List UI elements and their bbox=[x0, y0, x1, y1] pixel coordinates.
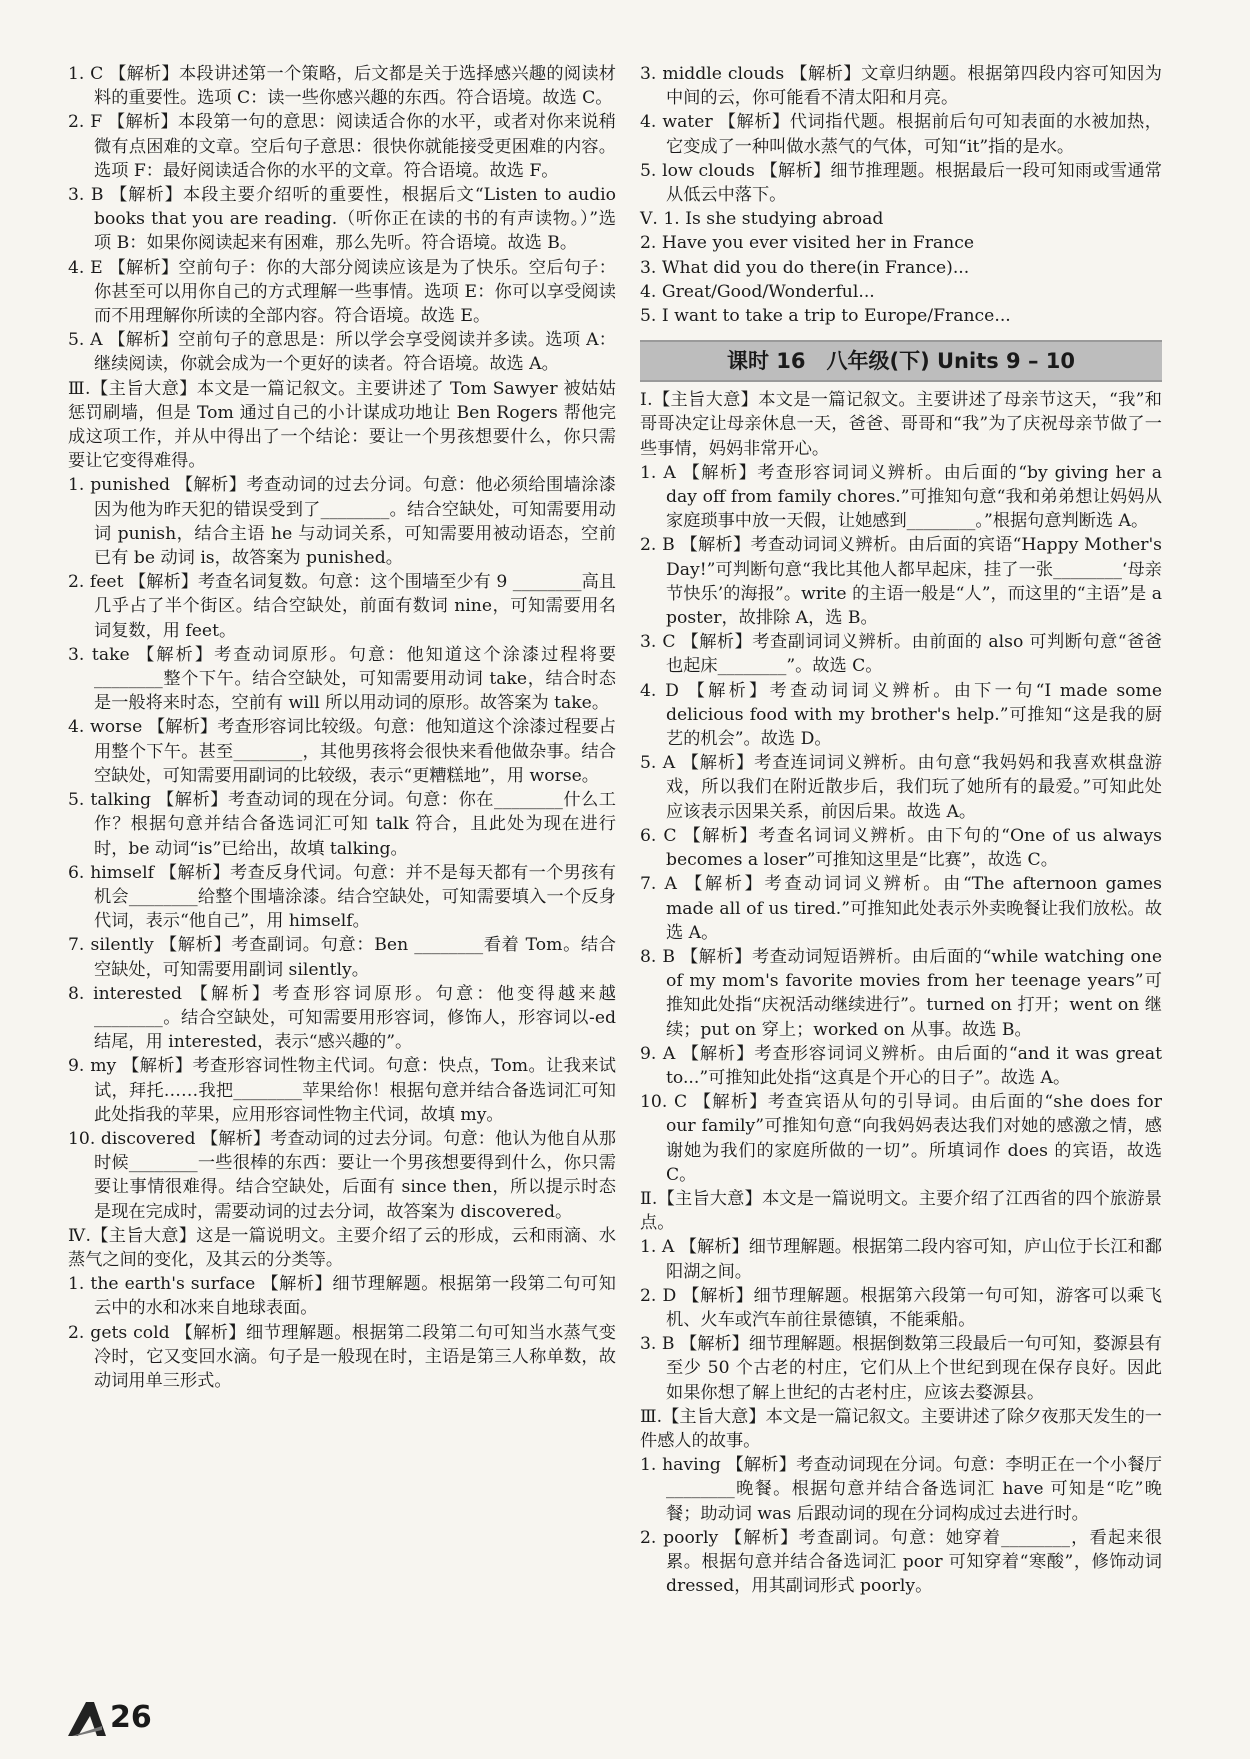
answer-paragraph: 3. B 【解析】本段主要介绍听的重要性，根据后文“Listen to audio books that you are reading.（听你正在读的书的有声读物。）”选项 B：如果你阅读起来有困难，那么先听。符合语境。故选 B。 bbox=[68, 185, 616, 254]
answer-paragraph: Ⅳ.【主旨大意】这是一篇说明文。主要介绍了云的形成，云和雨滴、水蒸气之间的变化，及其云的分类等。 bbox=[68, 1225, 616, 1270]
answer-paragraph: 4. D 【解析】考查动词词义辨析。由下一句“I made some delicious food with my brother's help.”可推知“这是我的厨艺的机会”。故选 D。 bbox=[640, 680, 1162, 750]
answer-paragraph: 10. C 【解析】考查宾语从句的引导词。由后面的“she does for our family”可推知句意“向我妈妈表达我们对她的感激之情，感谢她为我们的家庭所做的一切”。所填词作 does 的宾语，故选 C。 bbox=[640, 1092, 1162, 1185]
answer-paragraph: 1. C 【解析】本段讲述第一个策略，后文都是关于选择感兴趣的阅读材料的重要性。选项 C：读一些你感兴趣的东西。符合语境。故选 C。 bbox=[68, 64, 616, 109]
answer-paragraph: Ⅱ.【主旨大意】本文是一篇说明文。主要介绍了江西省的四个旅游景点。 bbox=[640, 1188, 1162, 1234]
answer-paragraph: 4. Great/Good/Wonderful... bbox=[640, 281, 875, 302]
answer-paragraph: 1. punished 【解析】考查动词的过去分词。句意：他必须给围墙涂漆因为他为昨天犯的错误受到了________。结合空缺处，可知需要用动词 punish，结合主语 he 与动词关系，可知需要用被动语态，空前已有 be 动词 is，故答案为 punished。 bbox=[68, 475, 616, 569]
answer-paragraph: 6. C 【解析】考查名词词义辨析。由下句的“One of us always becomes a loser”可推知这里是“比赛”，故选 C。 bbox=[640, 825, 1162, 871]
answer-paragraph: 10. discovered 【解析】考查动词的过去分词。句意：他认为他自从那时候________一些很棒的东西：要让一个男孩想要得到什么，你只需要让事情很难得。结合空缺处，后面有 since then，所以提示时态是现在完成时，需要动词的过去分词，故答案为 discovered。 bbox=[68, 1128, 616, 1222]
answer-paragraph: 3. B 【解析】细节理解题。根据倒数第三段最后一句可知，婺源县有至少 50 个古老的村庄，它们从上个世纪到现在保存良好。因此如果你想了解上世纪的古老村庄，应该去婺源县。 bbox=[640, 1334, 1162, 1403]
answer-paragraph: 4. water 【解析】代词指代题。根据前后句可知表面的水被加热，它变成了一种叫做水蒸气的气体，可知“it”指的是水。 bbox=[640, 112, 1162, 157]
answer-paragraph: 2. Have you ever visited her in France bbox=[640, 233, 975, 254]
answer-paragraph: 2. D 【解析】细节理解题。根据第六段第一句可知，游客可以乘飞机、火车或汽车前往景德镇，不能乘船。 bbox=[640, 1285, 1162, 1330]
answer-paragraph: Ⅴ. 1. Is she studying abroad bbox=[640, 209, 884, 230]
answer-paragraph: 1. A 【解析】考查形容词词义辨析。由后面的“by giving her a day off from family chores.”可推知句意“我和弟弟想让妈妈从家庭琐事中放一天假，让她感到________。”根据句意判断选 A。 bbox=[640, 462, 1162, 532]
answer-paragraph: 5. I want to take a trip to Europe/France... bbox=[640, 306, 1011, 327]
answer-paragraph: 5. talking 【解析】考查动词的现在分词。句意：你在________什么工作？根据句意并结合备选词汇可知 talk 符合，且此处为现在进行时，be 动词“is”已给出，故填 talking。 bbox=[68, 790, 616, 859]
left-column bbox=[68, 62, 616, 1393]
answer-paragraph: 2. gets cold 【解析】细节理解题。根据第二段第二句可知当水蒸气变冷时，它又变回水滴。句子是一般现在时，主语是第三人称单数，故动词用单三形式。 bbox=[68, 1322, 616, 1391]
right-column-bottom bbox=[640, 388, 1162, 1598]
answer-paragraph: 5. A 【解析】考查连词词义辨析。由句意“我妈妈和我喜欢棋盘游戏，所以我们在附近散步后，我们玩了她所有的最爱。”可知此处应该表示因果关系，前因后果。故选 A。 bbox=[640, 753, 1162, 822]
answer-paragraph: 7. silently 【解析】考查副词。句意：Ben ________看着 Tom。结合空缺处，可知需要用副词 silently。 bbox=[68, 935, 616, 980]
answer-paragraph: Ⅲ.【主旨大意】本文是一篇记叙文。主要讲述了 Tom Sawyer 被姑姑惩罚刷墙，但是 Tom 通过自己的小计谋成功地让 Ben Rogers 帮他完成这项工作，并从中得出了一个结论：要让一个男孩想要什么，你只需要让它变得难得。 bbox=[68, 378, 616, 472]
lesson-header: 课时 16 八年级(下) Units 9 – 10 bbox=[640, 340, 1162, 382]
right-column bbox=[640, 62, 1162, 1598]
right-column-top bbox=[640, 62, 1162, 328]
answer-paragraph: 7. A 【解析】考查动词词义辨析。由“The afternoon games made all of us tired.”可推知此处表示外卖晚餐让我们放松。故选 A。 bbox=[640, 874, 1162, 943]
answer-paragraph: 4. E 【解析】空前句子：你的大部分阅读应该是为了快乐。空后句子：你甚至可以用你自己的方式理解一些事情。选项 E：你可以享受阅读而不用理解你所读的全部内容。符合语境。故选 E。 bbox=[68, 257, 616, 327]
answer-paragraph: 1. A 【解析】细节理解题。根据第二段内容可知，庐山位于长江和鄱阳湖之间。 bbox=[640, 1237, 1162, 1282]
answer-paragraph: Ⅰ.【主旨大意】本文是一篇记叙文。主要讲述了母亲节这天，“我”和哥哥决定让母亲休息一天，爸爸、哥哥和“我”为了庆祝母亲节做了一些事情，妈妈非常开心。 bbox=[640, 390, 1162, 459]
answer-paragraph: 8. interested 【解析】考查形容词原形。句意：他变得越来越________。结合空缺处，可知需要用形容词，修饰人，形容词以-ed 结尾，用 interested，表示“感兴趣的”。 bbox=[68, 983, 616, 1053]
answer-paragraph: 1. the earth's surface 【解析】细节理解题。根据第一段第二句可知云中的水和冰来自地球表面。 bbox=[68, 1274, 616, 1319]
answer-paragraph: 2. B 【解析】考查动词词义辨析。由后面的宾语“Happy Mother's Day!”可判断句意“我比其他人都早起床，挂了一张________‘母亲节快乐’的海报”。write 的主语一般是“人”，而这里的“主语”是 a poster，故排除 A，选 B。 bbox=[640, 535, 1162, 629]
page-footer bbox=[68, 1700, 188, 1740]
answer-paragraph: 3. What did you do there(in France)... bbox=[640, 257, 970, 278]
page-number: 26 bbox=[110, 1700, 152, 1735]
answer-paragraph: 3. C 【解析】考查副词词义辨析。由前面的 also 可判断句意“爸爸也起床________”。故选 C。 bbox=[640, 632, 1162, 677]
answer-paragraph: 2. feet 【解析】考查名词复数。句意：这个围墙至少有 9 ________高且几乎占了半个街区。结合空缺处，前面有数词 nine，可知需要用名词复数，用 feet。 bbox=[68, 572, 616, 641]
answer-paragraph: 8. B 【解析】考查动词短语辨析。由后面的“while watching one of my mom's favorite movies from her teenage years”可推知此处指“庆祝活动继续进行”。turned on 打开；went on 继续；put on 穿上；worked on 从事。故选 B。 bbox=[640, 946, 1162, 1040]
answer-paragraph: 3. middle clouds 【解析】文章归纳题。根据第四段内容可知因为中间的云，你可能看不清太阳和月亮。 bbox=[640, 64, 1162, 109]
answer-paragraph: 2. F 【解析】本段第一句的意思：阅读适合你的水平，或者对你来说稍微有点困难的文章。空后句子意思：很快你就能接受更困难的内容。选项 F：最好阅读适合你的水平的文章。符合语境。故选 F。 bbox=[68, 112, 616, 181]
answer-paragraph: 5. A 【解析】空前句子的意思是：所以学会享受阅读并多读。选项 A：继续阅读，你就会成为一个更好的读者。符合语境。故选 A。 bbox=[68, 330, 616, 375]
answer-paragraph: 6. himself 【解析】考查反身代词。句意：并不是每天都有一个男孩有机会________给整个围墙涂漆。结合空缺处，可知需要填入一个反身代词，表示“他自己”，用 himself。 bbox=[68, 862, 616, 932]
answer-paragraph: 2. poorly 【解析】考查副词。句意：她穿着________，看起来很累。根据句意并结合备选词汇 poor 可知穿着“寒酸”，修饰动词 dressed，用其副词形式 poorly。 bbox=[640, 1527, 1162, 1597]
answer-paragraph: 3. take 【解析】考查动词原形。句意：他知道这个涂漆过程将要________整个下午。结合空缺处，可知需要用动词 take，结合时态是一般将来时态，空前有 will 所以用动词的原形。故答案为 take。 bbox=[68, 644, 616, 714]
answer-paragraph: 9. A 【解析】考查形容词词义辨析。由后面的“and it was great to...”可推知此处指“这真是个开心的日子”。故选 A。 bbox=[640, 1043, 1162, 1088]
answer-paragraph: Ⅲ.【主旨大意】本文是一篇记叙文。主要讲述了除夕夜那天发生的一件感人的故事。 bbox=[640, 1406, 1162, 1451]
answer-paragraph: 5. low clouds 【解析】细节推理题。根据最后一段可知雨或雪通常从低云中落下。 bbox=[640, 160, 1162, 206]
a-logo-icon bbox=[68, 1702, 106, 1736]
answer-paragraph: 4. worse 【解析】考查形容词比较级。句意：他知道这个涂漆过程要占用整个下午。甚至________，其他男孩将会很快来看他做杂事。结合空缺处，可知需要用副词的比较级，表示“更糟糕地”，用 worse。 bbox=[68, 717, 616, 786]
answer-paragraph: 9. my 【解析】考查形容词性物主代词。句意：快点，Tom。让我来试试，拜托……我把________苹果给你！根据句意并结合备选词汇可知此处指我的苹果，应用形容词性物主代词，故填 my。 bbox=[68, 1056, 616, 1125]
answer-paragraph: 1. having 【解析】考查动词现在分词。句意：李明正在一个小餐厅________晚餐。根据句意并结合备选词汇 have 可知是“吃”晚餐；助动词 was 后跟动词的现在分词构成过去进行时。 bbox=[640, 1455, 1162, 1524]
